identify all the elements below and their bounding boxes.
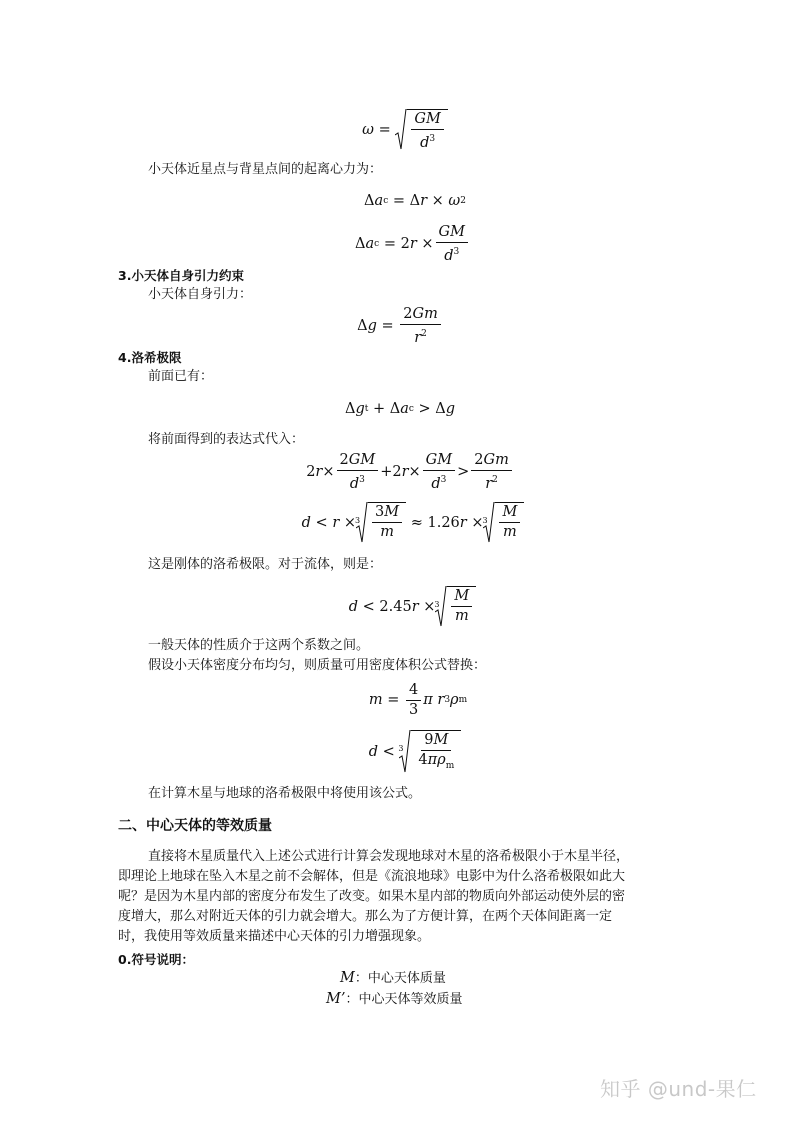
equation-delta-ac-1: Δ a c = Δ r × ω 2 <box>364 193 466 209</box>
equation-omega: ω = $\frac{GM}{d^3}$ <box>360 108 450 152</box>
paragraph-rigid: 这是刚体的洛希极限。对于流体，则是： <box>148 557 383 572</box>
heading-roche: 4.洛希极限 <box>118 350 182 365</box>
heading-section-2: 二、中心天体的等效质量 <box>118 818 272 834</box>
equation-mass-density: m = $\frac{4}{3}$ π r 3 ρ m <box>368 681 468 718</box>
equation-rigid-limit: d < r × 3 $\frac{3M}{m}$ ≈ 1.26 r × 3 $\frac{M}{m}$ <box>318 500 508 546</box>
paragraph-self-gravity: 小天体自身引力： <box>148 287 253 302</box>
body-line-4: 度增大，那么对附近天体的引力就会增大。那么为了方便计算，在两个天体间距离一定 <box>118 909 613 924</box>
body-line-1: 直接将木星质量代入上述公式进行计算会发现地球对木星的洛希极限小于木星半径， <box>148 849 630 864</box>
body-line-3: 呢？是因为木星内部的密度分布发生了改变。如果木星内部的物质向外部运动使外层的密 <box>118 889 626 904</box>
symbol-M-line <box>340 968 446 989</box>
paragraph-general: 一般天体的性质介于这两个系数之间。 <box>148 638 370 653</box>
paragraph-substitute: 将前面得到的表达式代入： <box>148 432 305 447</box>
paragraph-centrifugal: 小天体近星点与背星点间的起离心力为： <box>148 162 383 177</box>
body-line-5: 时，我使用等效质量来描述中心天体的引力增强现象。 <box>118 929 431 944</box>
equation-delta-g: Δ g = $\frac{2Gm}{r^2}$ <box>355 304 445 348</box>
paragraph-density: 假设小天体密度分布均匀，则质量可用密度体积公式替换： <box>148 658 487 673</box>
paragraph-use: 在计算木星与地球的洛希极限中将使用该公式。 <box>148 786 422 801</box>
equation-delta-ac-2: Δ a c = 2 r × $\frac{GM}{d^3}$ <box>355 222 470 266</box>
watermark: 知乎 @und-果仁 <box>600 1077 757 1101</box>
heading-self-gravity: 3.小天体自身引力约束 <box>118 268 244 283</box>
body-line-2: 即理论上地球在坠入木星之前不会解体，但是《流浪地球》电影中为什么洛希极限如此大 <box>118 869 626 884</box>
symbol-M-prime-desc: ：中心天体等效质量 <box>345 992 463 1007</box>
symbol-M-desc: ：中心天体质量 <box>354 971 446 986</box>
equation-inequality: Δ g t + Δ a c > Δ g <box>344 401 456 417</box>
equation-density-limit: d < 3 $\frac{9M}{4\pi\rho_m}$ <box>370 728 460 776</box>
equation-fluid-limit: d < 2.45 r × 3 $\frac{M}{m}$ <box>355 584 470 630</box>
symbol-M-prime: M’ <box>326 991 346 1007</box>
equation-substituted: 2 r × $\frac{2GM}{d^3}$ +2 r × $\frac{GM}{d^3}$ > $\frac{2Gm}{r^2}$ <box>310 450 510 494</box>
paragraph-before: 前面已有： <box>148 369 214 384</box>
symbol-Mprime-line <box>326 989 462 1010</box>
symbol-M: M <box>340 970 355 986</box>
heading-symbols: 0.符号说明： <box>118 952 194 967</box>
